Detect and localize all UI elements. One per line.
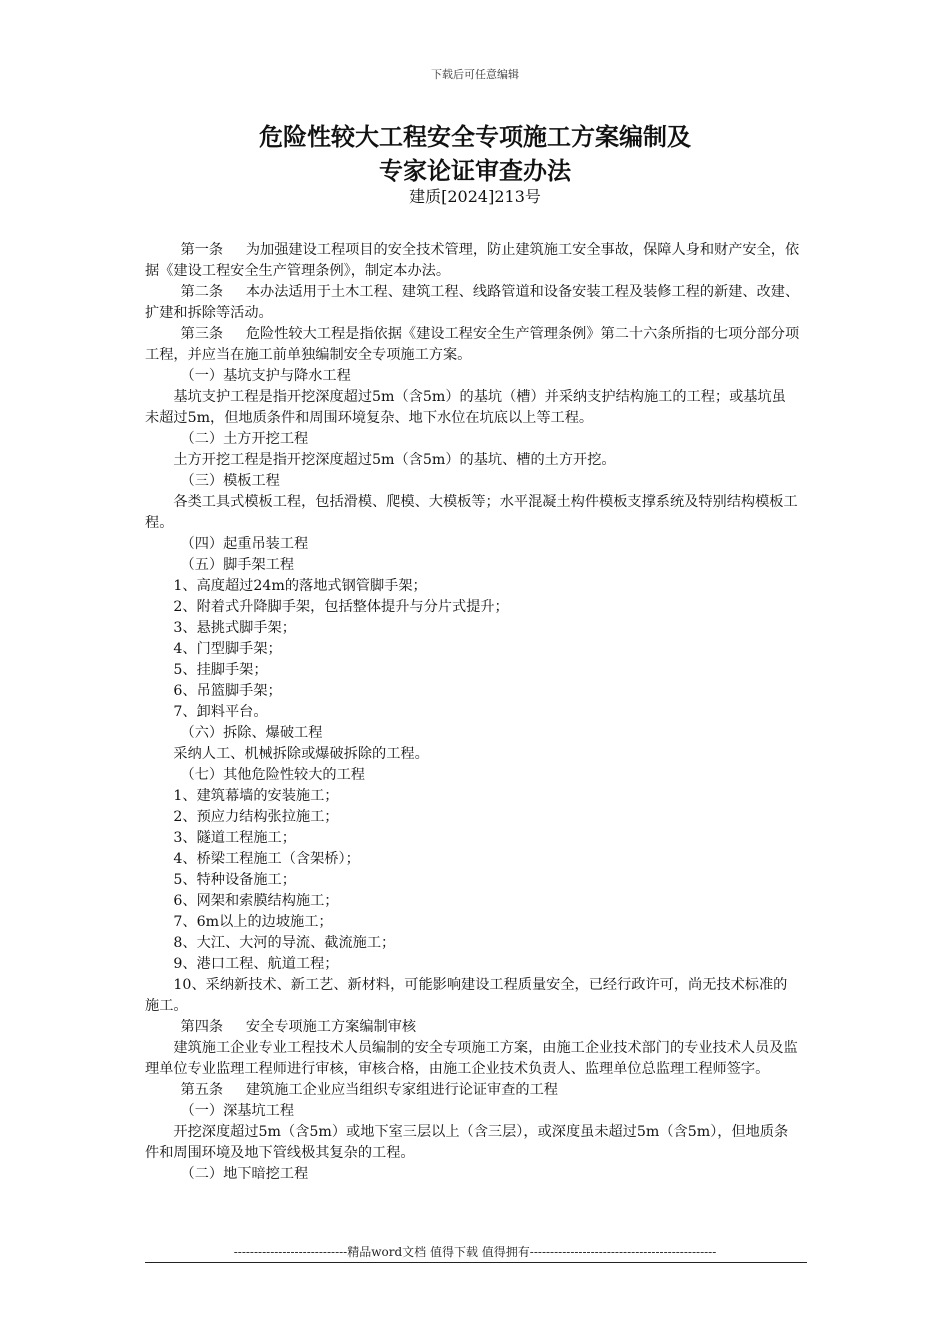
body-paragraph: 2、预应力结构张拉施工；	[173, 809, 339, 825]
article-text: 安全专项施工方案编制审核	[245, 1019, 417, 1035]
article-number: 第二条	[180, 284, 224, 300]
title-line-2: 专家论证审查办法	[379, 156, 571, 185]
section-heading: （六）拆除、爆破工程	[180, 725, 323, 741]
body-paragraph: 8、大江、大河的导流、截流施工；	[173, 935, 396, 951]
article-text: 为加强建设工程项目的安全技术管理，防止建筑施工安全事故，保障人身和财产安全，依据《建设工程安全生产管理条例》，制定本办法。	[145, 242, 800, 279]
body-paragraph: 7、6m以上的边坡施工；	[173, 914, 333, 930]
body-paragraph: 土方开挖工程是指开挖深度超过5m（含5m）的基坑、槽的土方开挖。	[173, 452, 616, 468]
body-paragraph: 3、悬挑式脚手架；	[173, 620, 296, 636]
body-paragraph: 基坑支护工程是指开挖深度超过5m（含5m）的基坑（槽）并采纳支护结构施工的工程；或基坑虽未超过5m，但地质条件和周围环境复杂、地下水位在坑底以上等工程。	[145, 389, 786, 426]
article-text: 建筑施工企业应当组织专家组进行论证审查的工程	[245, 1082, 558, 1098]
article-text: 危险性较大工程是指依据《建设工程安全生产管理条例》第二十六条所指的七项分部分项工程，并应当在施工前单独编制安全专项施工方案。	[145, 326, 800, 363]
body-paragraph: 6、网架和索膜结构施工；	[173, 893, 339, 909]
article-number: 第五条	[180, 1082, 224, 1098]
body-paragraph: 3、隧道工程施工；	[173, 830, 296, 846]
body-paragraph: 2、附着式升降脚手架，包括整体提升与分片式提升；	[173, 599, 509, 615]
body-paragraph: 7、卸料平台。	[173, 704, 268, 720]
article-paragraph	[145, 324, 800, 366]
document-number: 建质[2024]213号	[409, 187, 541, 206]
body-paragraph: 5、特种设备施工；	[173, 872, 296, 888]
body-paragraph: 4、桥梁工程施工（含架桥）；	[173, 851, 360, 867]
body-paragraph: 4、门型脚手架；	[173, 641, 282, 657]
section-heading: （三）模板工程	[180, 473, 280, 489]
section-heading: （七）其他危险性较大的工程	[180, 767, 365, 783]
title-line-1: 危险性较大工程安全专项施工方案编制及	[259, 122, 691, 151]
article-paragraph	[145, 1017, 800, 1038]
section-heading: （五）脚手架工程	[180, 557, 295, 573]
body-paragraph: 各类工具式模板工程，包括滑模、爬模、大模板等；水平混凝土构件模板支撑系统及特别结构模板工程。	[145, 494, 798, 531]
footer-text: ----------------------------精品word文档 值得下载 值得拥有----------------------------------------------	[233, 1245, 717, 1259]
section-heading: （二）土方开挖工程	[180, 431, 309, 447]
article-number: 第三条	[180, 326, 224, 342]
article-paragraph	[145, 1080, 800, 1101]
body-paragraph: 10、采纳新技术、新工艺、新材料，可能影响建设工程质量安全，已经行政许可，尚无技术标准的施工。	[145, 977, 788, 1014]
section-heading: （二）地下暗挖工程	[180, 1166, 309, 1182]
body-paragraph: 6、吊篮脚手架；	[173, 683, 282, 699]
document-title	[0, 120, 950, 188]
section-heading: （一）基坑支护与降水工程	[180, 368, 351, 384]
body-paragraph: 1、高度超过24m的落地式钢管脚手架；	[173, 578, 427, 594]
body-paragraph: 采纳人工、机械拆除或爆破拆除的工程。	[173, 746, 429, 762]
body-paragraph: 开挖深度超过5m（含5m）或地下室三层以上（含三层），或深度虽未超过5m（含5m），但地质条件和周围环境及地下管线极其复杂的工程。	[145, 1124, 789, 1161]
document-body	[145, 240, 800, 1185]
header-note: 下载后可任意编辑	[431, 68, 519, 81]
footer-rule	[145, 1262, 807, 1263]
section-heading: （四）起重吊装工程	[180, 536, 309, 552]
article-number: 第一条	[180, 242, 224, 258]
section-heading: （一）深基坑工程	[180, 1103, 295, 1119]
body-paragraph: 9、港口工程、航道工程；	[173, 956, 339, 972]
body-paragraph: 5、挂脚手架；	[173, 662, 268, 678]
body-paragraph: 建筑施工企业专业工程技术人员编制的安全专项施工方案，由施工企业技术部门的专业技术人员及监理单位专业监理工程师进行审核，审核合格，由施工企业技术负责人、监理单位总监理工程师签字。	[145, 1040, 798, 1077]
article-number: 第四条	[180, 1019, 224, 1035]
article-paragraph	[145, 282, 800, 324]
body-paragraph: 1、建筑幕墙的安装施工；	[173, 788, 339, 804]
article-paragraph	[145, 240, 800, 282]
article-text: 本办法适用于土木工程、建筑工程、线路管道和设备安装工程及装修工程的新建、改建、扩建和拆除等活动。	[145, 284, 800, 321]
